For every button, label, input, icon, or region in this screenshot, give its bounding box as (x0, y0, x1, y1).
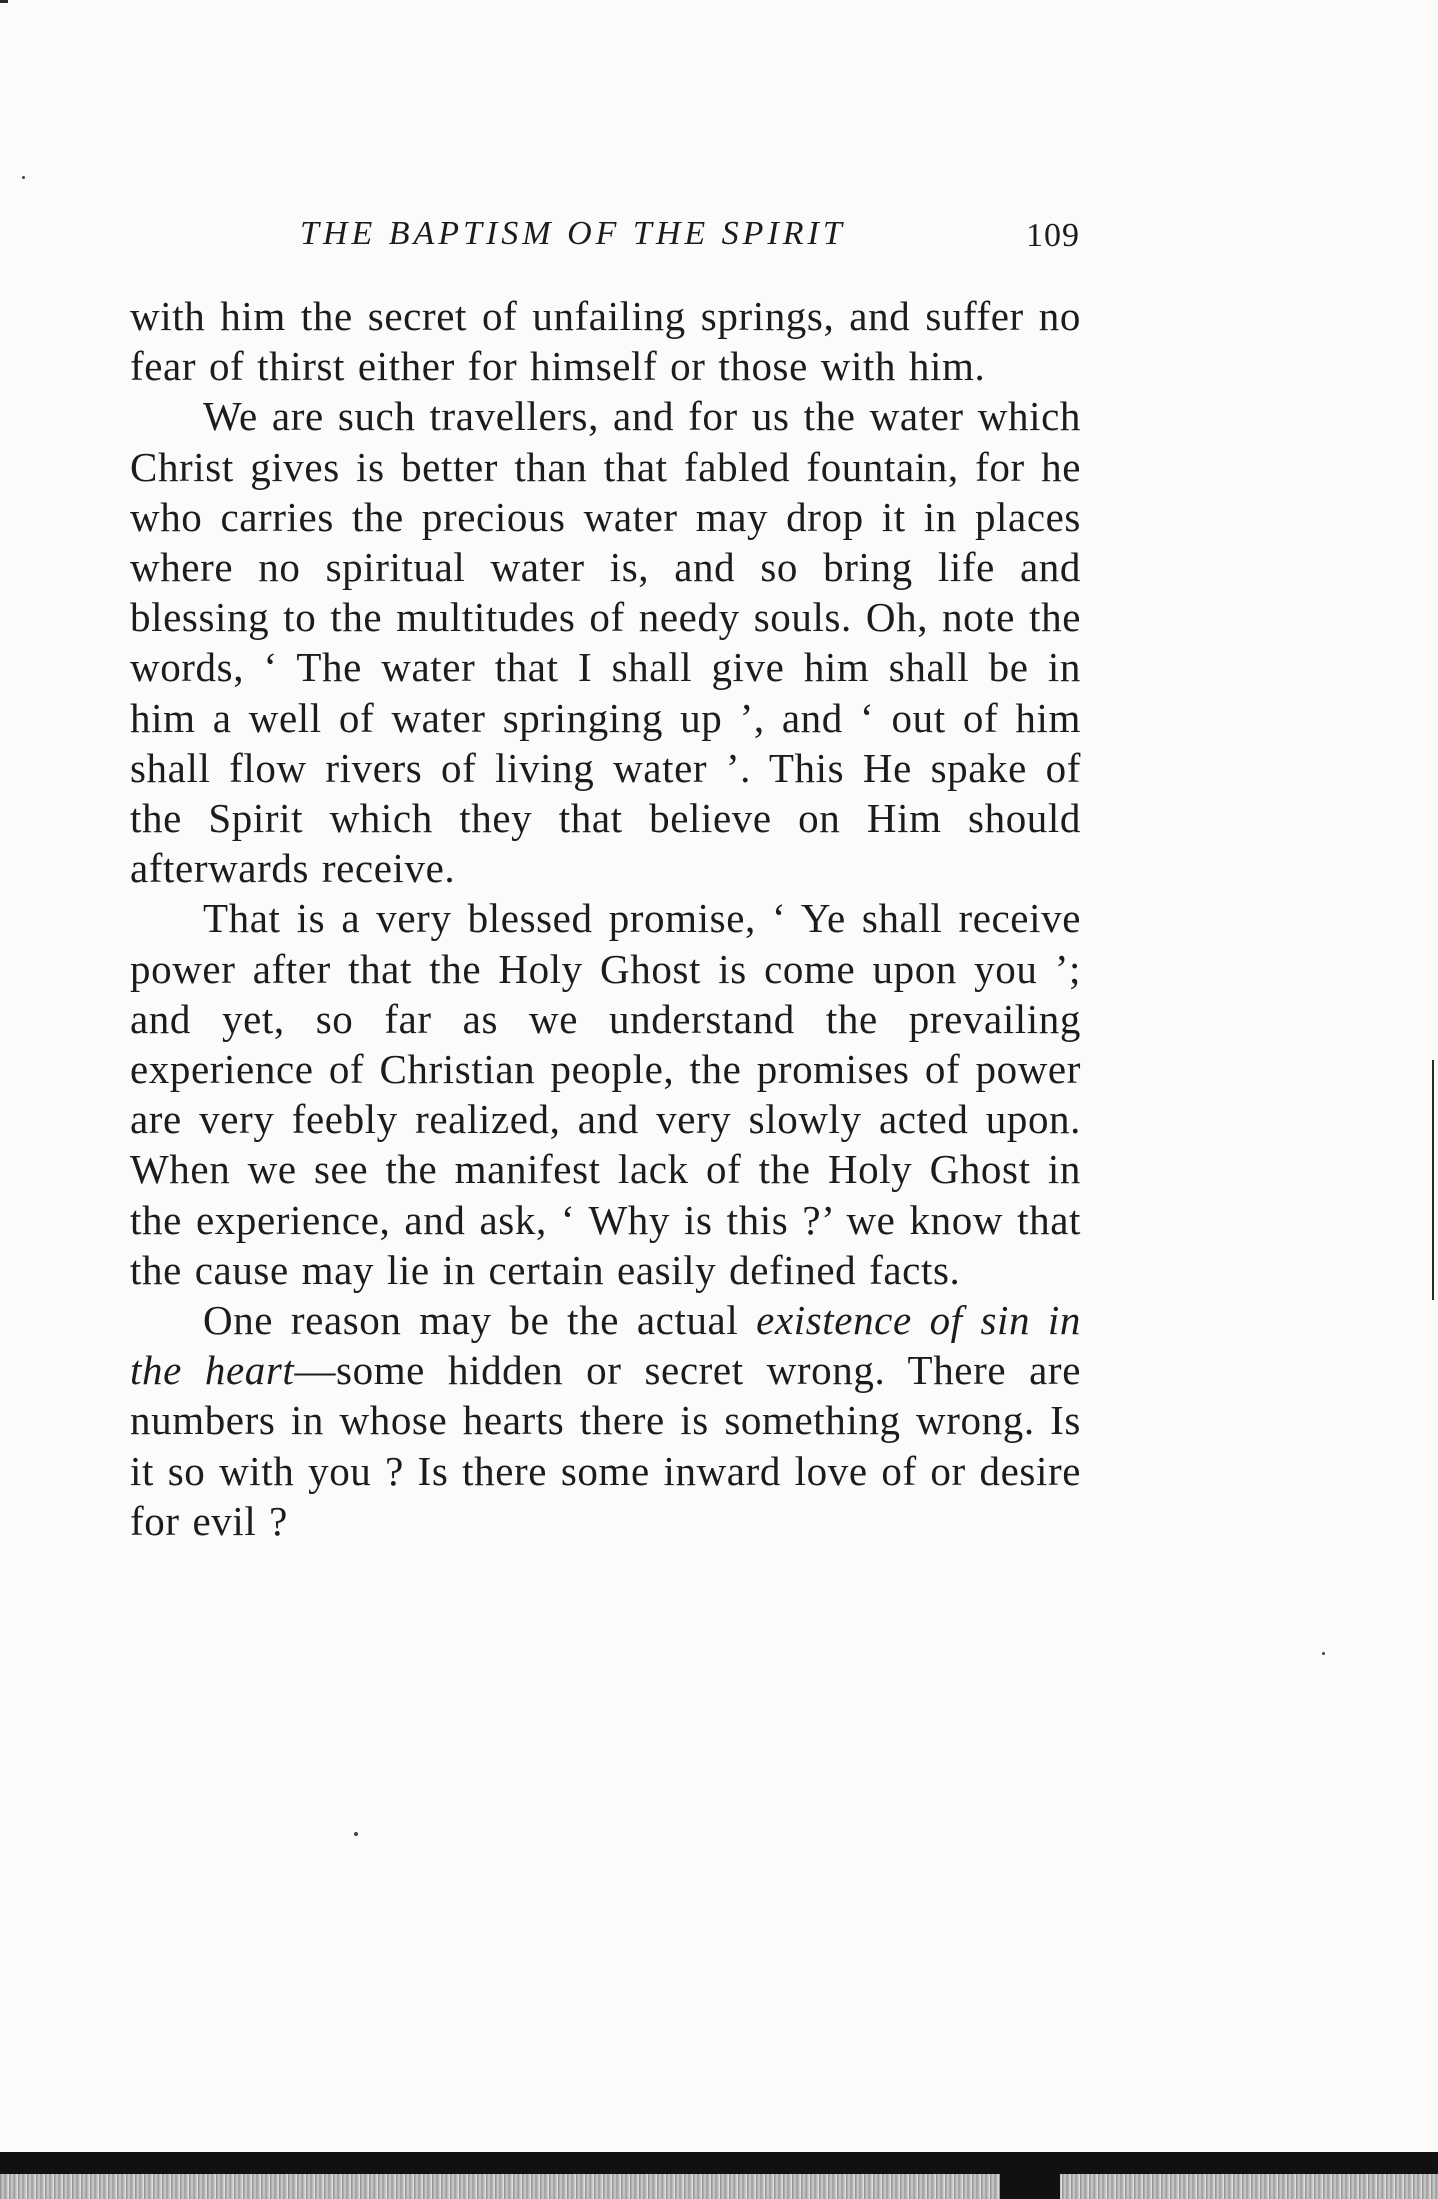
scan-edge-noise (0, 2174, 1438, 2199)
page-number: 109 (1026, 217, 1080, 254)
paper-speck (1322, 1652, 1325, 1655)
paragraph-sin-end: —some hidden or secret wrong. There are numbers in whose hearts there is something wrong. Is it so with you ? Is there some inward love of or desire for evil ? (130, 1347, 1081, 1544)
running-head (300, 215, 1080, 265)
scan-edge-segment (1000, 2174, 1060, 2199)
margin-tick-left (0, 0, 8, 3)
paragraph-sin-emphasis: existence of sin in the heart (130, 1297, 1081, 1394)
paper-speck (22, 176, 25, 179)
body-text (130, 291, 1081, 1546)
margin-line-right (1432, 1060, 1434, 1300)
scan-edge-dark (0, 2152, 1438, 2174)
paragraph-travellers: We are such travellers, and for us the water which Christ gives is better than that fabled fountain, for he who carries the precious water may drop it in places where no spiritual water is, and so bring life and blessing to the multitudes of needy souls. Oh, note the words, ‘ The water that I shall give him shall be in him a well of water springing up ’, and ‘ out of him shall flow rivers of living water ’. This He spake of the Spirit which they that believe on Him should afterwards receive. (130, 393, 1081, 892)
running-title: THE BAPTISM OF THE SPIRIT (300, 215, 846, 252)
scan-edge-bar (0, 2152, 1438, 2199)
paragraph-sin (130, 1295, 1081, 1546)
paragraph-continuation: with him the secret of unfailing springs, and suffer no fear of thirst either for himself or those with him. (130, 293, 1081, 390)
paper-speck (354, 1832, 358, 1836)
paragraph-sin-start: One reason may be the actual (203, 1297, 757, 1344)
paragraph-promise: That is a very blessed promise, ‘ Ye shall receive power after that the Holy Ghost is come upon you ’; and yet, so far as we understand the prevailing experience of Christian people, the promises of power are very feebly realized, and very slowly acted upon. When we see the manifest lack of the Holy Ghost in the experience, and ask, ‘ Why is this ?’ we know that the cause may lie in certain easily defined facts. (130, 895, 1081, 1293)
